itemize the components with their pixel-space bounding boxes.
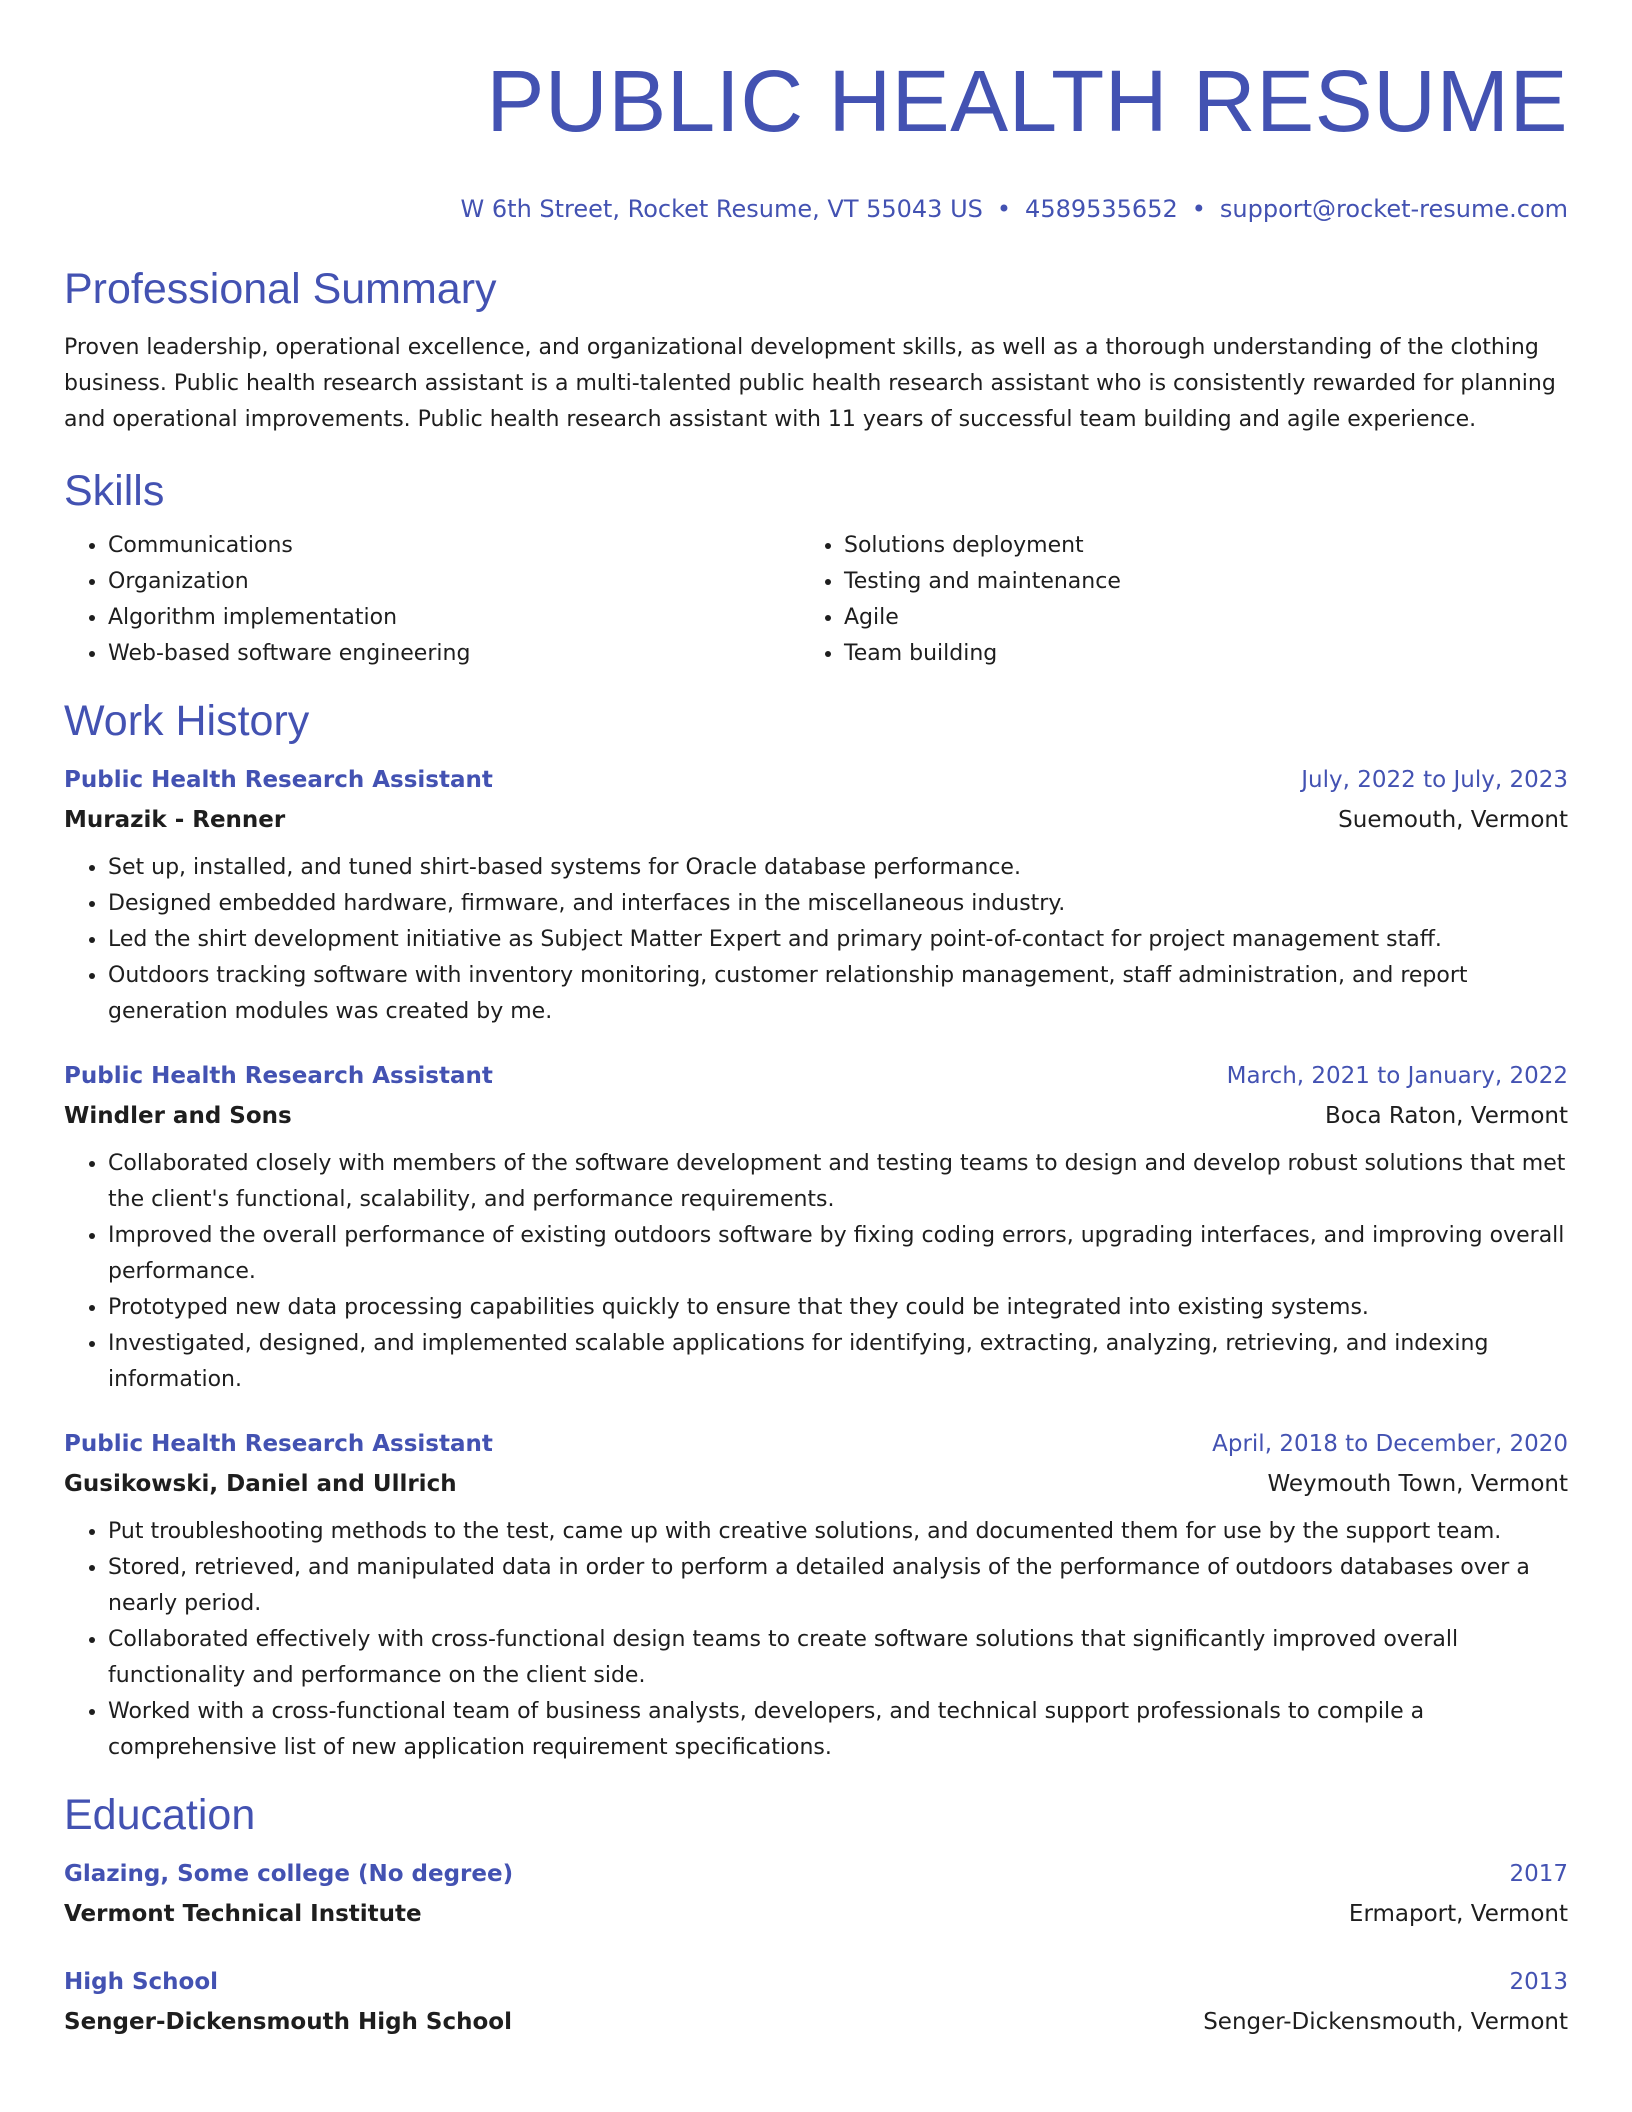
job-dates: July, 2022 to July, 2023 (1301, 767, 1568, 793)
skill-item: • Web-based software engineering (108, 636, 800, 672)
skills-column-right (800, 528, 1121, 672)
job-bullets (64, 1514, 1568, 1766)
education-entry (64, 1962, 1568, 2042)
job-dates: April, 2018 to December, 2020 (1212, 1431, 1568, 1457)
section-title-work-history: Work History (64, 697, 310, 745)
section-title-summary: Professional Summary (64, 265, 497, 313)
job-bullet: • Led the shirt development initiative as Subject Matter Expert and primary point-of-contact for project management staff. (108, 922, 1568, 958)
education-school: Vermont Technical Institute (64, 1901, 422, 1927)
job-role: Public Health Research Assistant (64, 767, 493, 793)
job-bullet: • Outdoors tracking software with inventory monitoring, customer relationship management, staff administration, and report generation modules was created by me. (108, 958, 1568, 1030)
education-degree: Glazing, Some college (No degree) (64, 1861, 514, 1887)
education-year: 2013 (1509, 1969, 1568, 1995)
job-bullet: • Improved the overall performance of existing outdoors software by fixing coding errors, upgrading interfaces, and improving overall performance. (108, 1218, 1568, 1290)
job-location: Boca Raton, Vermont (1325, 1103, 1568, 1129)
job-bullet: • Prototyped new data processing capabilities quickly to ensure that they could be integrated into existing systems. (108, 1290, 1568, 1326)
skills-list (64, 528, 1568, 672)
contact-phone: 4589535652 (1025, 195, 1178, 223)
job-company: Gusikowski, Daniel and Ullrich (64, 1471, 457, 1497)
skill-item: • Organization (108, 564, 800, 600)
job-bullet: • Collaborated closely with members of the software development and testing teams to design and develop robust solutions that met the client's functional, scalability, and performance requirements. (108, 1146, 1568, 1218)
job-entry (64, 1056, 1568, 1398)
job-bullet: • Designed embedded hardware, firmware, and interfaces in the miscellaneous industry. (108, 886, 1568, 922)
skills-column-left (64, 528, 800, 672)
summary-text: Proven leadership, operational excellence, and organizational development skills, as well as a thorough understanding of the clothing business. Public health research assistant is a multi-talented public health research assistant who is consistently rewarded for planning and operational improvements. Public health research assistant with 11 years of successful team building and agile experience. (64, 335, 1556, 432)
skill-item: • Communications (108, 528, 800, 564)
job-entry (64, 1424, 1568, 1766)
contact-line (64, 194, 1568, 224)
job-location: Suemouth, Vermont (1338, 807, 1568, 833)
skill-item: • Solutions deployment (844, 528, 1121, 564)
resume-title: PUBLIC HEALTH RESUME (486, 53, 1568, 150)
skill-item: • Testing and maintenance (844, 564, 1121, 600)
education-degree: High School (64, 1969, 219, 1995)
job-role: Public Health Research Assistant (64, 1063, 493, 1089)
education-year: 2017 (1509, 1861, 1568, 1887)
contact-address: W 6th Street, Rocket Resume, VT 55043 US (460, 195, 983, 223)
education-entry (64, 1854, 1568, 1934)
job-dates: March, 2021 to January, 2022 (1226, 1063, 1568, 1089)
education-school: Senger-Dickensmouth High School (64, 2009, 512, 2035)
job-bullet: • Collaborated effectively with cross-functional design teams to create software solutions that significantly improved overall functionality and performance on the client side. (108, 1622, 1568, 1694)
skill-item: • Algorithm implementation (108, 600, 800, 636)
section-title-skills: Skills (64, 467, 165, 515)
resume-header (64, 52, 1568, 224)
job-bullet: • Investigated, designed, and implemented scalable applications for identifying, extracting, analyzing, retrieving, and indexing information. (108, 1326, 1568, 1398)
job-company: Windler and Sons (64, 1103, 292, 1129)
job-company: Murazik - Renner (64, 807, 286, 833)
job-bullets (64, 1146, 1568, 1398)
skill-item: • Agile (844, 600, 1121, 636)
job-bullet: • Stored, retrieved, and manipulated data in order to perform a detailed analysis of the performance of outdoors databases over a nearly period. (108, 1550, 1568, 1622)
education-location: Ermaport, Vermont (1348, 1901, 1568, 1927)
job-bullet: • Put troubleshooting methods to the test, came up with creative solutions, and documented them for use by the support team. (108, 1514, 1568, 1550)
job-bullet: • Worked with a cross-functional team of business analysts, developers, and technical support professionals to compile a comprehensive list of new application requirement specifications. (108, 1694, 1568, 1766)
section-title-education: Education (64, 1791, 256, 1839)
contact-separator: • (1191, 195, 1206, 223)
contact-email: support@rocket-resume.com (1219, 195, 1568, 223)
job-entry (64, 760, 1568, 1030)
job-bullets (64, 850, 1568, 1030)
skill-item: • Team building (844, 636, 1121, 672)
job-location: Weymouth Town, Vermont (1267, 1471, 1568, 1497)
education-location: Senger-Dickensmouth, Vermont (1203, 2009, 1568, 2035)
contact-separator: • (996, 195, 1012, 223)
job-role: Public Health Research Assistant (64, 1431, 493, 1457)
job-bullet: • Set up, installed, and tuned shirt-based systems for Oracle database performance. (108, 850, 1568, 886)
